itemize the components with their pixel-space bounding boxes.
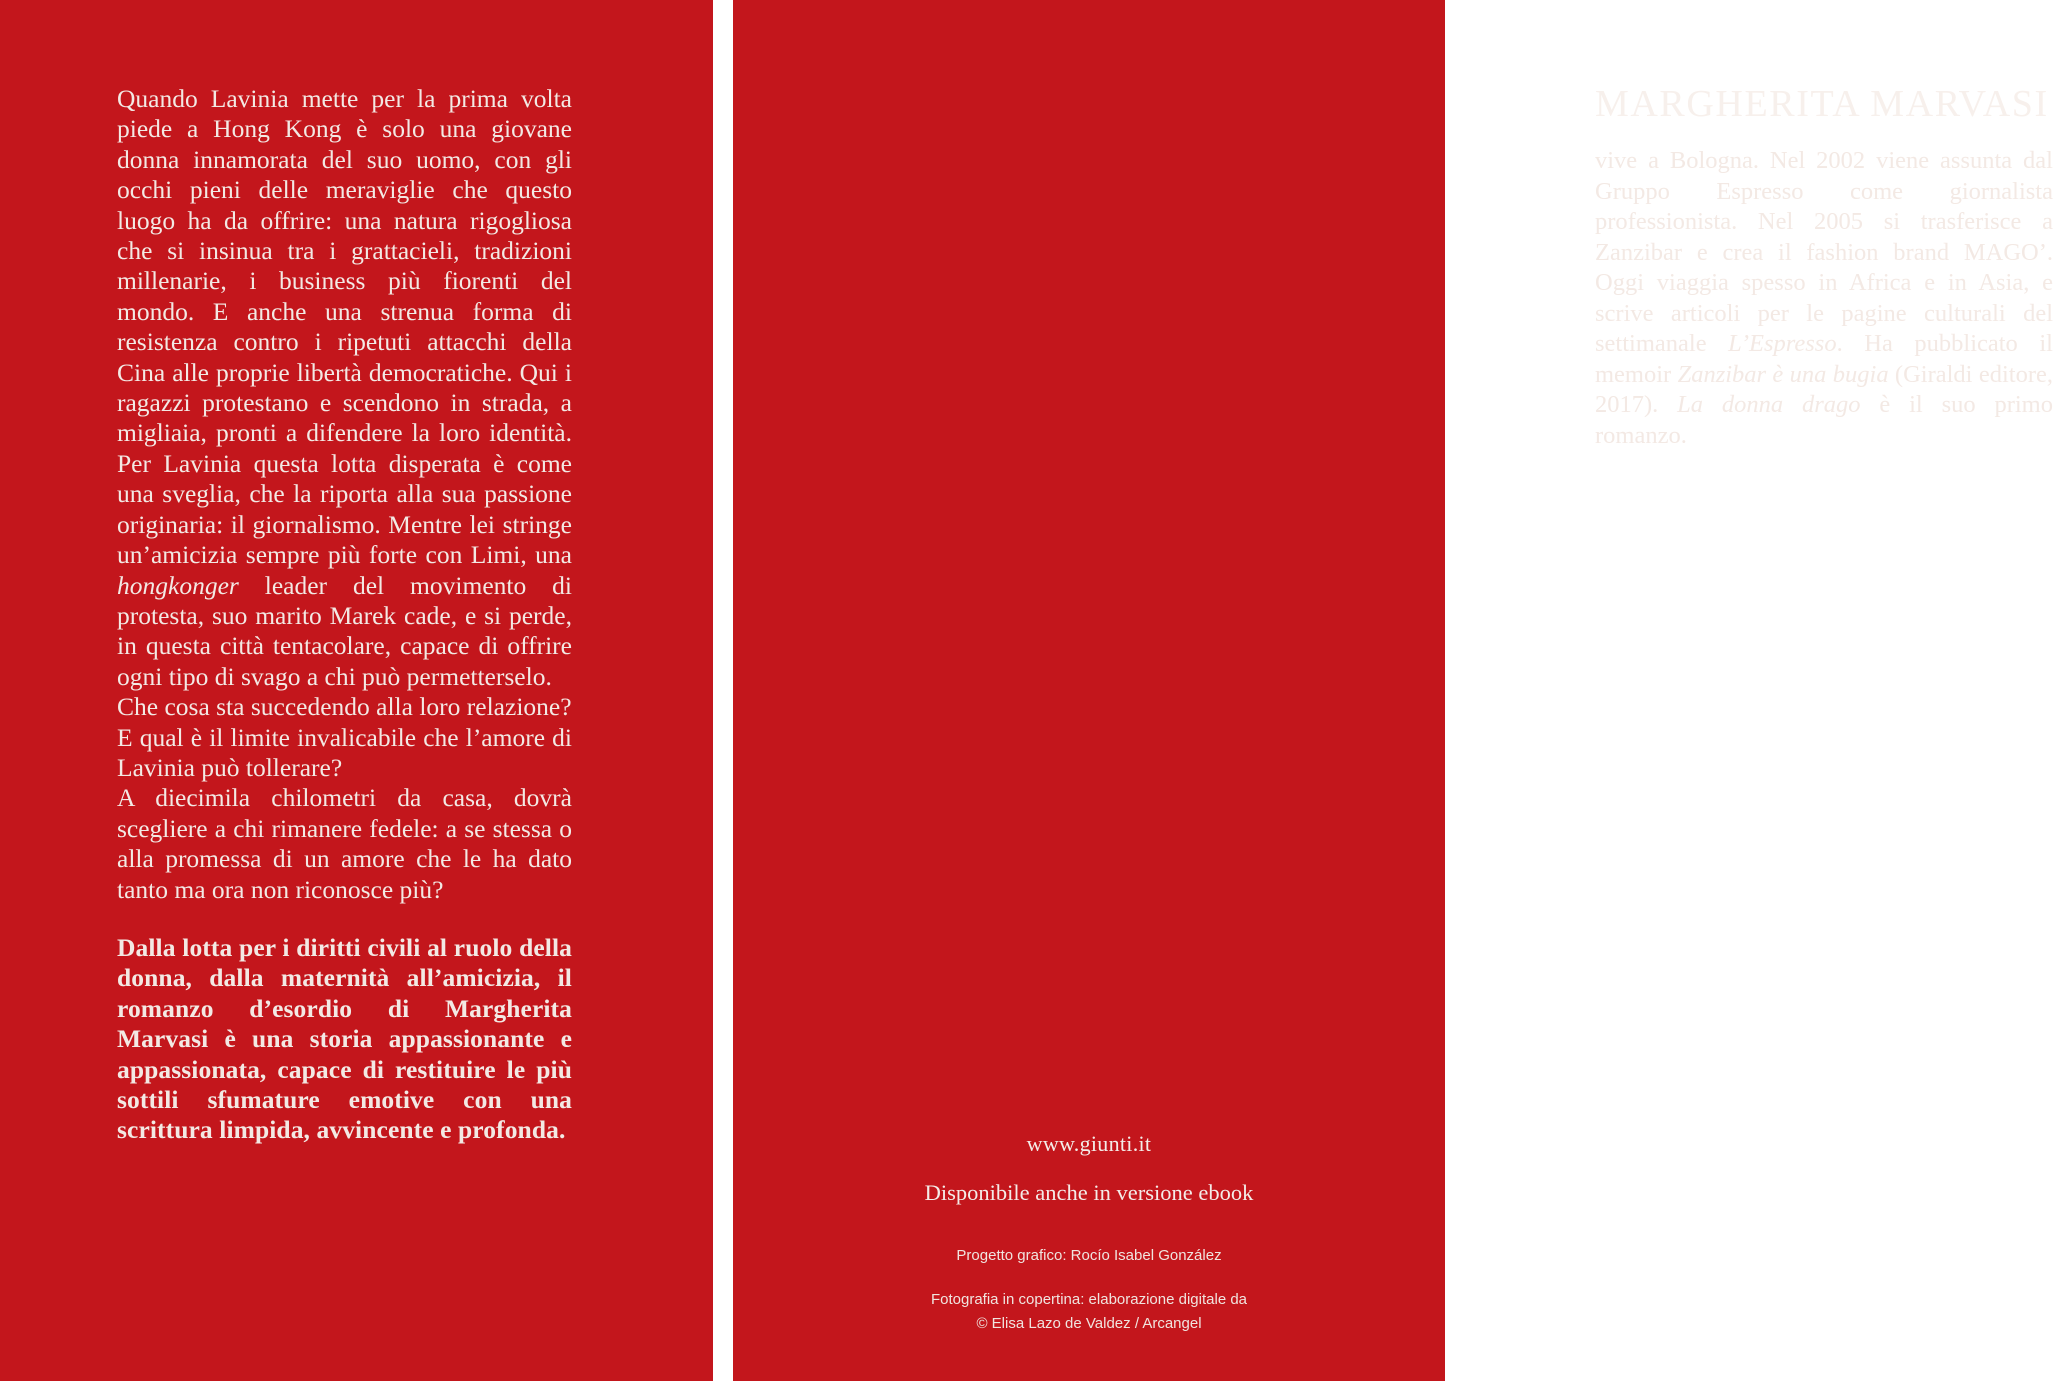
back-cover-blurb	[117, 84, 572, 1146]
photo-credit-line-1: Fotografia in copertina: elaborazione digitale da	[930, 1291, 1248, 1308]
bio-italic-zanzibar: Zanzibar è una bugia	[1677, 360, 1889, 388]
author-name: MARGHERITA MARVASI	[1595, 83, 2049, 125]
design-credit: Progetto grafico: Rocío Isabel González	[956, 1247, 1222, 1264]
photo-credit	[733, 1288, 1445, 1336]
blurb-text-part-1: Quando Lavinia mette per la prima volta piede a Hong Kong è solo una giovane donna innamorata del suo uomo, con gli occhi pieni delle meraviglie che questo luogo ha da offrire: una natura rigogliosa che si insinua tra i grattacieli, tradizioni millenarie, i business più fiorenti del mondo. E anche una strenua forma di resistenza contro i ripetuti attacchi della Cina alle proprie libertà democratiche. Qui i ragazzi protestano e scendono in strada, a migliaia, pronti a difendere la loro identità. Per Lavinia questa lotta disperata è come una sveglia, che la riporta alla sua passione originaria: il giornalismo. Mentre lei stringe un’amicizia sempre più forte con Limi, una	[117, 84, 572, 570]
front-flap-panel	[733, 0, 2053, 1381]
bio-part-2: . Ha pubblicato il memoir	[1595, 330, 2053, 388]
blurb-paragraph-question-1: Che cosa sta succedendo alla loro relazione?	[117, 692, 572, 722]
bio-italic-espresso: L’Espresso	[1728, 330, 1837, 357]
back-cover-panel	[0, 0, 713, 1381]
ebook-availability-note: Disponibile anche in versione ebook	[924, 1180, 1254, 1205]
panel-divider	[713, 0, 733, 1381]
bio-part-3: (Giraldi editore, 2017).	[1595, 360, 2053, 418]
blurb-italic-hongkonger: hongkonger	[117, 570, 239, 600]
bio-part-1: vive a Bologna. Nel 2002 viene assunta dal Gruppo Espresso come giornalista professionista. Nel 2005 si trasferisce a Zanzibar e crea il fashion brand MAGO’. Oggi viaggia spesso in Africa e in Asia, e scrive articoli per le pagine culturali del settimanale	[1595, 147, 2053, 357]
author-biography	[1595, 146, 2053, 451]
bio-italic-donna-drago: La donna drago	[1677, 391, 1861, 418]
blurb-paragraph-main	[117, 84, 572, 692]
blurb-paragraph-closing: A diecimila chilometri da casa, dovrà scegliere a chi rimanere fedele: a se stessa o alla promessa di un amore che le ha dato tanto ma ora non riconosce più?	[117, 783, 572, 904]
blurb-text-part-2: leader del movimento di protesta, suo marito Marek cade, e si perde, in questa città tentacolare, capace di offrire ogni tipo di svago a chi può permetterselo.	[117, 570, 572, 691]
blurb-highlight-paragraph: Dalla lotta per i diritti civili al ruolo della donna, dalla maternità all’amicizia, il romanzo d’esordio di Margherita Marvasi è una storia appassionante e appassionata, capace di restituire le più sottili sfumature emotive con una scrittura limpida, avvincente e profonda.	[117, 932, 572, 1145]
author-biography-text	[1595, 146, 2053, 451]
bio-part-4: è il suo primo romanzo.	[1595, 391, 2053, 449]
photo-credit-line-2: © Elisa Lazo de Valdez / Arcangel	[976, 1315, 1202, 1332]
publisher-website-link[interactable]: www.giunti.it	[1026, 1131, 1152, 1156]
blurb-paragraph-question-2: E qual è il limite invalicabile che l’amore di Lavinia può tollerare?	[117, 722, 572, 782]
